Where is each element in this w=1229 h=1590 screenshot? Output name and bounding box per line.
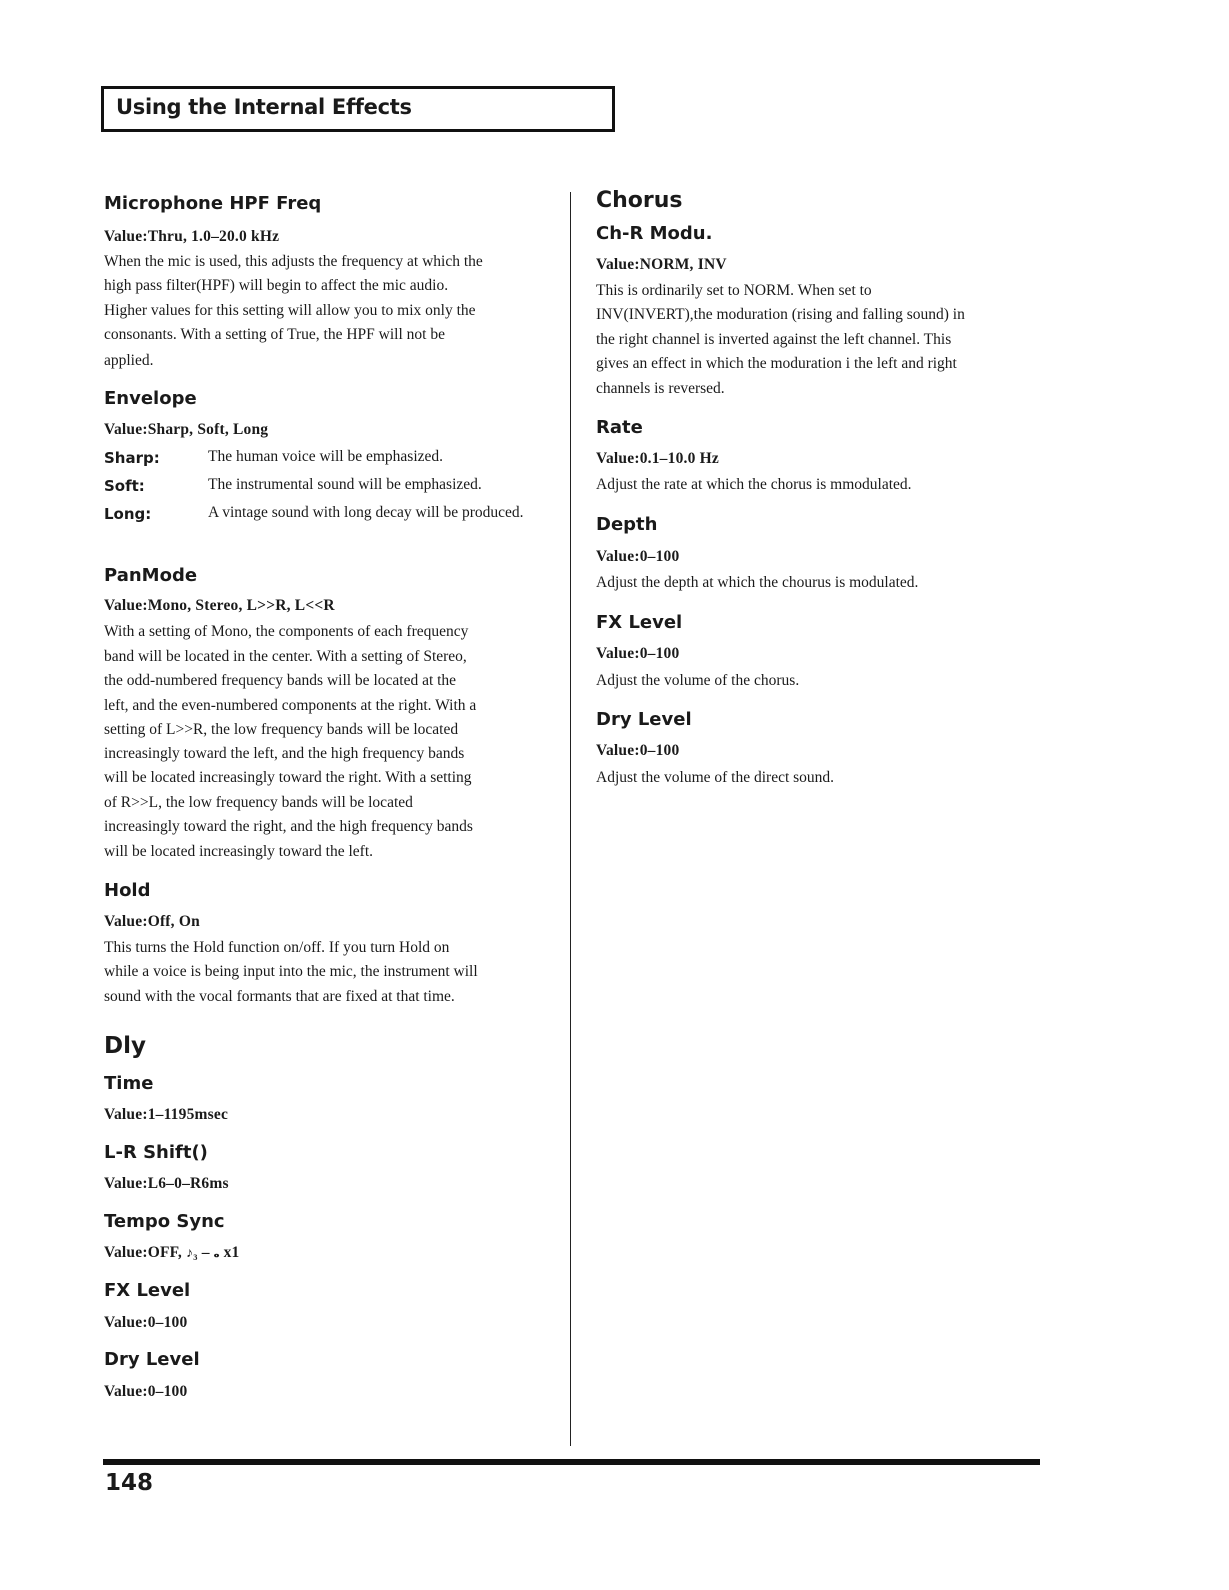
value-mic-hpf: Value:Thru, 1.0–20.0 kHz	[104, 228, 280, 245]
page-number: 148	[105, 1470, 154, 1496]
heading-chorus-dry-level: Dry Level	[596, 709, 692, 730]
para-line: while a voice is being input into the mic, the instrument will	[104, 963, 478, 980]
para-line: This turns the Hold function on/off. If you turn Hold on	[104, 939, 450, 956]
para-line: When the mic is used, this adjusts the frequency at which the	[104, 253, 483, 270]
para-line: INV(INVERT),the moduration (rising and falling sound) in	[596, 306, 965, 323]
tempo-sync-suffix: x1	[223, 1244, 240, 1261]
tempo-sync-dash: –	[201, 1244, 210, 1261]
para-line: applied.	[104, 352, 154, 369]
para-line: will be located increasingly toward the left.	[104, 843, 374, 860]
def-text-long: A vintage sound with long decay will be produced.	[208, 504, 524, 521]
heading-depth: Depth	[596, 514, 658, 535]
heading-dly-fx-level: FX Level	[104, 1280, 191, 1301]
footer-rule	[103, 1459, 1040, 1465]
para-line: Higher values for this setting will allow you to mix only the	[104, 302, 476, 319]
text-chorus-fx-level: Adjust the volume of the chorus.	[596, 672, 800, 689]
heading-tempo-sync: Tempo Sync	[104, 1211, 225, 1232]
def-label-soft: Soft:	[104, 477, 145, 495]
value-dly-dry-level: Value:0–100	[104, 1383, 188, 1400]
para-line: high pass filter(HPF) will begin to affect the mic audio.	[104, 277, 449, 294]
section-header-box	[101, 86, 615, 132]
para-line: gives an effect in which the moduration i the left and right	[596, 355, 957, 372]
value-hold: Value:Off, On	[104, 913, 200, 930]
whole-note-icon: 𝅝	[213, 1246, 220, 1261]
para-line: of R>>L, the low frequency bands will be located	[104, 794, 413, 811]
para-line: left, and the even-numbered components at the right. With a	[104, 697, 477, 714]
text-depth: Adjust the depth at which the chourus is modulated.	[596, 574, 919, 591]
section-title: Using the Internal Effects	[116, 95, 412, 119]
heading-dly-lr-shift: L-R Shift()	[104, 1142, 208, 1163]
triplet-eighth-note-icon: ♪₃	[186, 1246, 198, 1261]
text-rate: Adjust the rate at which the chorus is mmodulated.	[596, 476, 912, 493]
heading-chorus-fx-level: FX Level	[596, 612, 683, 633]
def-label-sharp: Sharp:	[104, 449, 160, 467]
heading-hold: Hold	[104, 880, 151, 901]
value-dly-time: Value:1–1195msec	[104, 1106, 229, 1123]
def-text-sharp: The human voice will be emphasized.	[208, 448, 444, 465]
para-line: the odd-numbered frequency bands will be located at the	[104, 672, 457, 689]
heading-dly-time: Time	[104, 1073, 154, 1094]
para-line: consonants. With a setting of True, the HPF will not be	[104, 326, 445, 343]
heading-dly: Dly	[104, 1033, 146, 1059]
value-chorus-dry-level: Value:0–100	[596, 742, 680, 759]
heading-rate: Rate	[596, 417, 643, 438]
value-dly-fx-level: Value:0–100	[104, 1314, 188, 1331]
value-chr-modu: Value:NORM, INV	[596, 256, 727, 273]
value-panmode: Value:Mono, Stereo, L>>R, L<<R	[104, 597, 335, 614]
text-chorus-dry-level: Adjust the volume of the direct sound.	[596, 769, 835, 786]
para-line: sound with the vocal formants that are fixed at that time.	[104, 988, 455, 1005]
value-dly-lr-shift: Value:L6–0–R6ms	[104, 1175, 229, 1192]
value-tempo-sync	[104, 1244, 239, 1262]
para-line: increasingly toward the left, and the high frequency bands	[104, 745, 465, 762]
para-line: This is ordinarily set to NORM. When set to	[596, 282, 872, 299]
tempo-sync-prefix: Value:OFF,	[104, 1244, 182, 1261]
heading-panmode: PanMode	[104, 565, 198, 586]
heading-mic-hpf: Microphone HPF Freq	[104, 193, 322, 214]
value-depth: Value:0–100	[596, 548, 680, 565]
para-line: channels is reversed.	[596, 380, 725, 397]
def-text-soft: The instrumental sound will be emphasized.	[208, 476, 482, 493]
heading-dly-dry-level: Dry Level	[104, 1349, 200, 1370]
para-line: will be located increasingly toward the right. With a setting	[104, 769, 472, 786]
para-line: band will be located in the center. With a setting of Stereo,	[104, 648, 467, 665]
heading-chr-modu: Ch-R Modu.	[596, 223, 713, 244]
heading-chorus: Chorus	[596, 188, 683, 213]
value-chorus-fx-level: Value:0–100	[596, 645, 680, 662]
def-label-long: Long:	[104, 505, 152, 523]
para-line: setting of L>>R, the low frequency bands will be located	[104, 721, 459, 738]
heading-envelope: Envelope	[104, 388, 197, 409]
para-line: increasingly toward the right, and the high frequency bands	[104, 818, 473, 835]
para-line: With a setting of Mono, the components of each frequency	[104, 623, 469, 640]
para-line: the right channel is inverted against the left channel. This	[596, 331, 952, 348]
column-divider	[570, 192, 571, 1446]
value-rate: Value:0.1–10.0 Hz	[596, 450, 719, 467]
value-envelope: Value:Sharp, Soft, Long	[104, 421, 269, 438]
